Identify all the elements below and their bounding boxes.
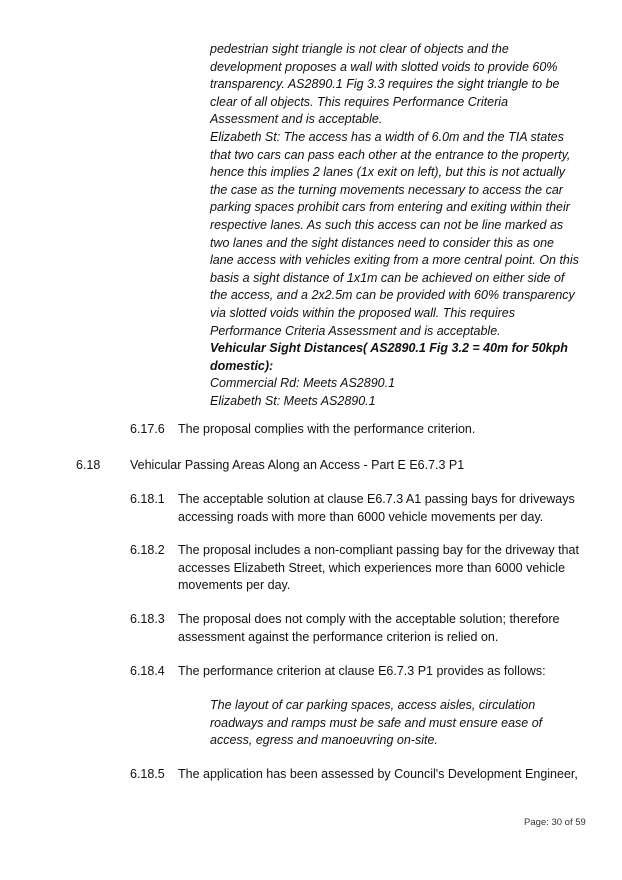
clause-text — [178, 421, 475, 439]
clause-text — [178, 611, 559, 646]
criterion-line: access, egress and manoeuvring on-site. — [210, 733, 438, 748]
quote-line: Assessment and is acceptable. — [210, 112, 383, 127]
quote-line: development proposes a wall with slotted voids to provide 60% — [210, 59, 558, 74]
clause-line: The proposal complies with the performance criterion. — [178, 422, 476, 436]
quote-line: that two cars can pass each other at the entrance to the property, — [210, 147, 571, 162]
quote-line: parking spaces prohibit cars from entering and exiting within their — [210, 200, 570, 215]
quote-line: the case as the turning movements necessary to access the car — [210, 182, 563, 197]
quote-line: clear of all objects. This requires Performance Criteria — [210, 94, 509, 109]
clause-number: 6.18.2 — [130, 543, 165, 557]
quote-line: pedestrian sight triangle is not clear of objects and the — [210, 42, 509, 56]
quote-line: lane access with vehicles exiting from a more central point. On this — [210, 253, 579, 268]
quote-line: Elizabeth St: Meets AS2890.1 — [210, 393, 376, 408]
sight-distance-heading: domestic): — [210, 358, 274, 373]
sight-distance-heading: Vehicular Sight Distances( AS2890.1 Fig 3.2 = 40m for 50kph — [210, 341, 568, 356]
clause-number: 6.18.1 — [130, 492, 165, 506]
quote-line: Elizabeth St: The access has a width of 6.0m and the TIA states — [210, 129, 564, 144]
clause-line: movements per day. — [178, 578, 291, 593]
quote-line: via slotted voids within the proposed wall. This requires — [210, 305, 516, 320]
clause-line: The proposal does not comply with the acceptable solution; therefore — [178, 612, 560, 626]
quote-line: basis a sight distance of 1x1m can be achieved on either side of — [210, 270, 565, 285]
criterion-quote — [210, 697, 542, 750]
clause-line: The proposal includes a non-compliant passing bay for the driveway that — [178, 543, 579, 557]
quote-line: Performance Criteria Assessment and is acceptable. — [210, 323, 501, 338]
clause-text — [178, 766, 578, 784]
quote-line: hence this implies 2 lanes (1x exit on left), but this is not actually — [210, 165, 566, 180]
clause-text — [178, 663, 546, 681]
clause-line: The performance criterion at clause E6.7.3 P1 provides as follows: — [178, 664, 546, 678]
clause-line: assessment against the performance criterion is relied on. — [178, 629, 499, 644]
clause-number: 6.18.5 — [130, 767, 165, 781]
section-title — [130, 457, 464, 475]
clause-line: The application has been assessed by Council's Development Engineer, — [178, 767, 578, 781]
clause-line: accessing roads with more than 6000 vehicle movements per day. — [178, 509, 544, 524]
clause-line: The acceptable solution at clause E6.7.3 A1 passing bays for driveways — [178, 492, 575, 506]
quote-line: transparency. AS2890.1 Fig 3.3 requires the sight triangle to be — [210, 77, 560, 92]
clause-line: accesses Elizabeth Street, which experiences more than 6000 vehicle — [178, 560, 566, 575]
quote-line: respective lanes. As such this access can not be line marked as — [210, 217, 564, 232]
page-number: Page: 30 of 59 — [524, 817, 586, 828]
clause-text — [178, 491, 575, 526]
criterion-line: roadways and ramps must be safe and must ensure ease of — [210, 715, 543, 730]
section-title-text: Vehicular Passing Areas Along an Access - Part E E6.7.3 P1 — [130, 458, 465, 472]
quote-line: two lanes and the sight distances need to consider this as one — [210, 235, 554, 250]
quote-line: Commercial Rd: Meets AS2890.1 — [210, 376, 396, 391]
criterion-line: The layout of car parking spaces, access aisles, circulation — [210, 698, 536, 712]
clause-number: 6.17.6 — [130, 422, 165, 436]
quote-line: the access, and a 2x2.5m can be provided with 60% transparency — [210, 288, 575, 303]
clause-number: 6.18.3 — [130, 612, 165, 626]
clause-number: 6.18.4 — [130, 664, 165, 678]
clause-text — [178, 542, 579, 595]
section-number: 6.18 — [76, 458, 101, 472]
assessment-quote-block — [210, 41, 579, 410]
